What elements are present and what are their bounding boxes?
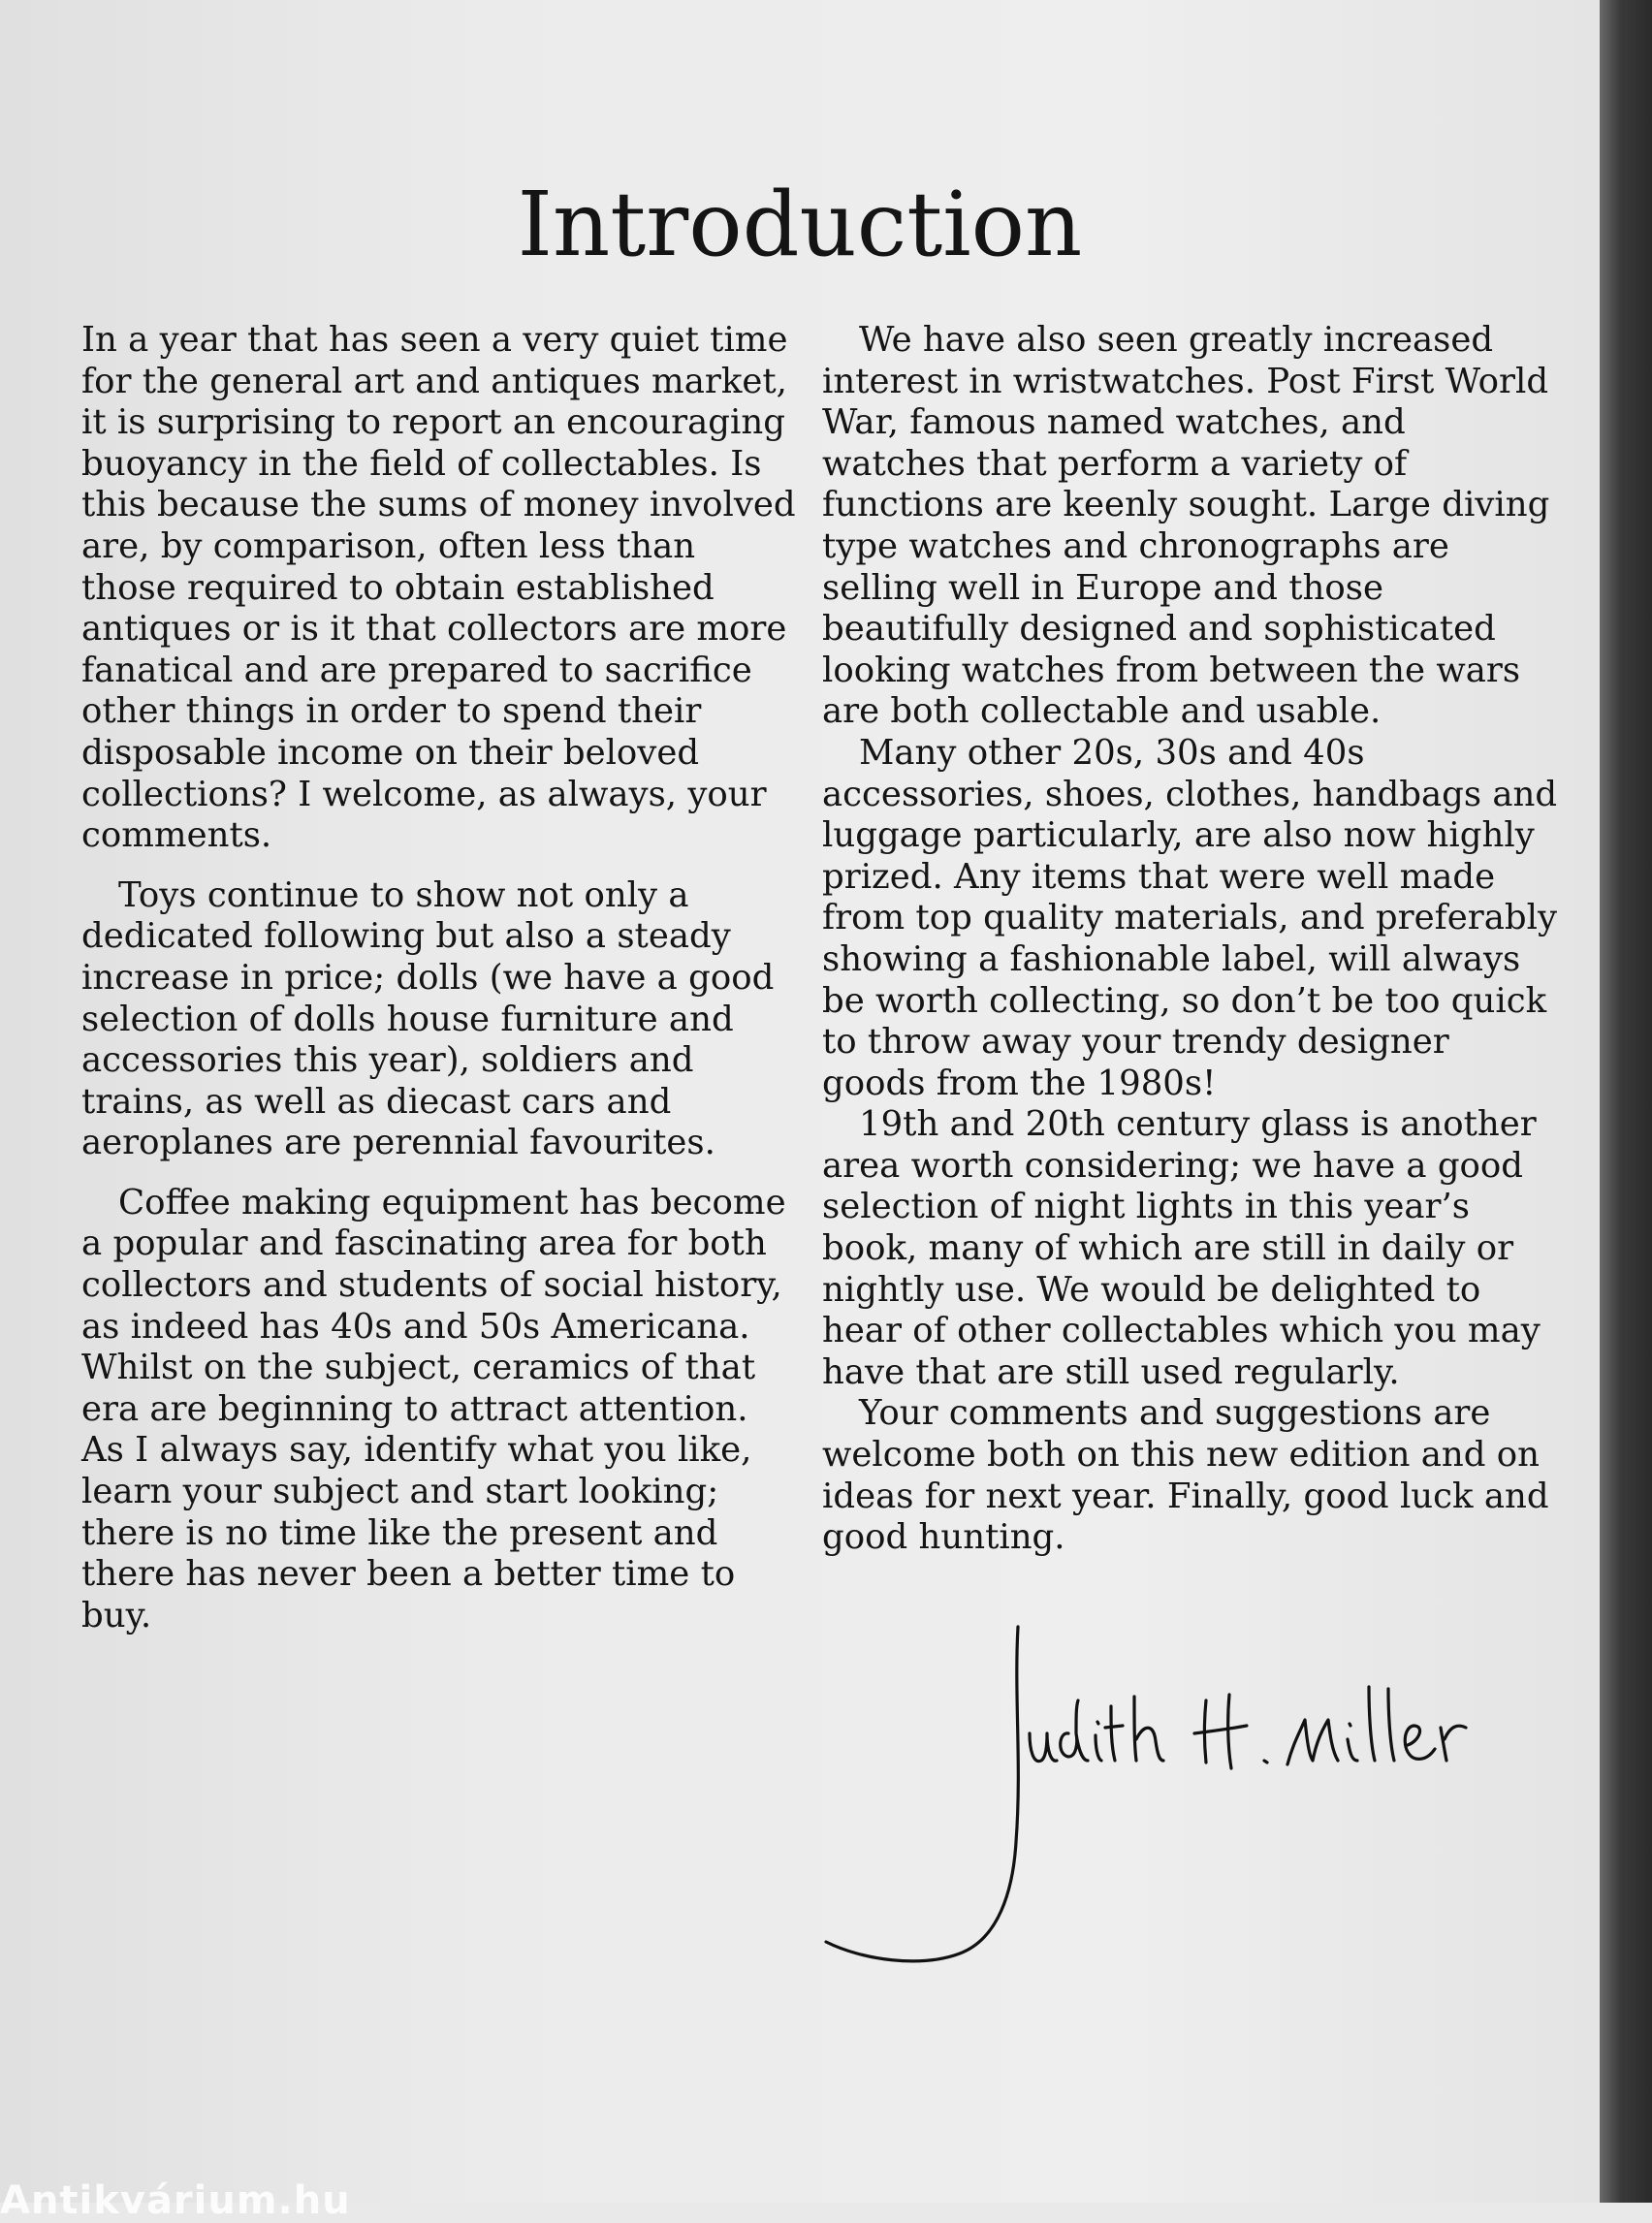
paragraph: Toys continue to show not only a dedicated following but also a steady increase in price; dolls (we have a good selection of dolls house furniture and accessories this year), soldiers and trains, as well as diecast cars and aeroplanes are perennial favourites. — [81, 874, 775, 1163]
paragraph: We have also seen greatly increased interest in wristwatches. Post First World War, famous named watches, and watches that perform a variety of functions are keenly sought. Large diving type watches and chronographs are selling well in Europe and those beautifully designed and sophisticated looking watches from between the wars are both collectable and usable. — [822, 320, 1550, 732]
right-column — [822, 320, 1559, 1559]
paragraph: 19th and 20th century glass is another area worth considering; we have a good selection of night lights in this year’s book, many of which are still in daily or nightly use. We would be delighted to hear of other collectables which you may have that are still used regularly. — [822, 1104, 1541, 1392]
signature-icon — [814, 1619, 1512, 1987]
book-spine-shadow — [1600, 0, 1652, 2203]
left-column — [81, 320, 801, 1636]
page-title: Introduction — [517, 173, 1083, 276]
paragraph: Your comments and suggestions are welcome both on this new edition and on ideas for next year. Finally, good luck and good hunting. — [822, 1393, 1549, 1558]
paragraph: Many other 20s, 30s and 40s accessories, shoes, clothes, handbags and luggage particularly, are also now highly prized. Any items that were well made from top quality materials, and preferably showing a fashionable label, will always be worth collecting, so don’t be too quick to throw away your trendy designer goods from the 1980s! — [822, 732, 1558, 1103]
paragraph: In a year that has seen a very quiet time for the general art and antiques market, it is surprising to report an encouraging buoyancy in the field of collectables. Is this because the sums of money involved are, by comparison, often less than those required to obtain established antiques or is it that collectors are more fanatical and are prepared to sacrifice other things in order to spend their disposable income on their beloved collections? I welcome, as always, your comments. — [81, 320, 796, 856]
paragraph: Coffee making equipment has become a popular and fascinating area for both collectors and students of social history, as indeed has 40s and 50s Americana. Whilst on the subject, ceramics of that era are beginning to attract attention. As I always say, identify what you like, learn your subject and start looking; there is no time like the present and there has never been a better time to buy. — [81, 1182, 786, 1635]
author-signature — [814, 1619, 1512, 1987]
watermark-text: Antikvárium.hu — [0, 2178, 351, 2223]
